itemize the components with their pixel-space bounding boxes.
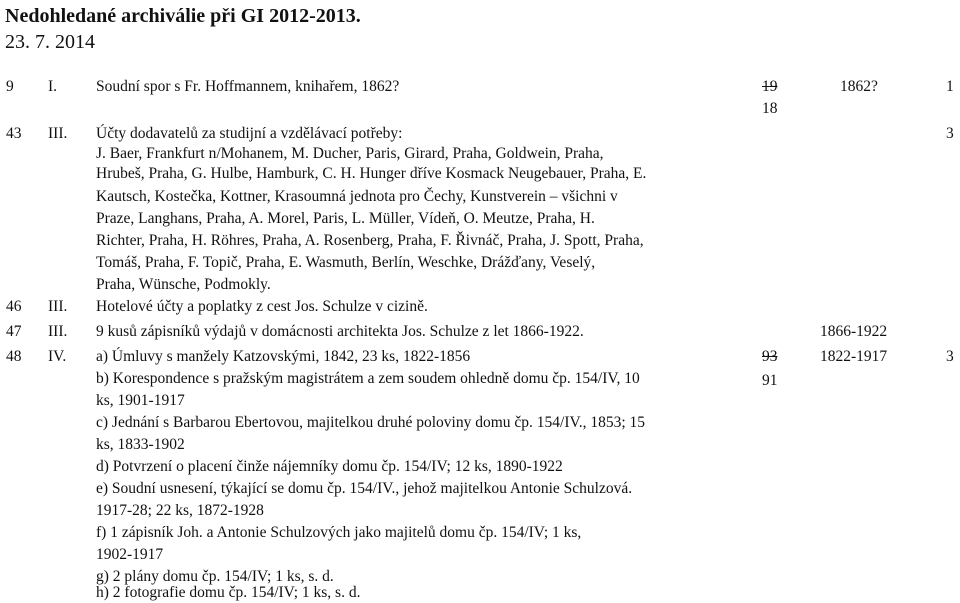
entry-line: Praha, Wünsche, Podmokly. [96,276,271,293]
entry-line: d) Potvrzení o placení činže nájemníky domu čp. 154/IV; 12 ks, 1890-1922 [96,458,563,475]
folio: 18 [762,100,778,117]
entry-line: b) Korespondence s pražským magistrátem a zem soudem ohledně domu čp. 154/IV, 10 [96,370,640,387]
entry-number: 46 [6,298,22,315]
entry-line: ks, 1901-1917 [96,392,185,409]
years: 1862? [840,78,878,95]
entry-line: e) Soudní usnesení, týkající se domu čp. 154/IV., jehož majitelkou Antonie Schulzová. [96,480,633,497]
count: 3 [946,348,954,365]
entry-line: Hrubeš, Praha, G. Hulbe, Hamburk, C. H. Hunger dříve Kosmack Neugebauer, Praha, E. [96,165,647,182]
document-title [5,3,361,55]
date-line: 23. 7. 2014 [5,31,95,53]
entry-line: Tomáš, Praha, F. Topič, Praha, E. Wasmuth, Berlín, Weschke, Drážďany, Veselý, [96,254,596,271]
entry-roman: III. [48,125,68,142]
entry-line: 1902-1917 [96,546,164,563]
folio: 91 [762,372,778,389]
entry-line: Hotelové účty a poplatky z cest Jos. Schulze v cizině. [96,298,428,315]
entry-number: 48 [6,348,22,365]
entry-line: Účty dodavatelů za studijní a vzdělávací potřeby: [96,125,403,142]
entry-line: h) 2 fotografie domu čp. 154/IV; 1 ks, s. d. [96,584,361,601]
entry-line: g) 2 plány domu čp. 154/IV; 1 ks, s. d. [96,568,334,585]
title-line: Nedohledané archiválie při GI 2012-2013. [5,5,361,27]
entry-line: f) 1 zápisník Joh. a Antonie Schulzových jako majitelů domu čp. 154/IV; 1 ks, [96,524,582,541]
entry-number: 43 [6,125,22,142]
entry-roman: III. [48,298,68,315]
entry-number: 47 [6,323,22,340]
entry-line: Soudní spor s Fr. Hoffmannem, knihařem, 1862? [96,78,400,95]
entry-line: 9 kusů zápisníků výdajů v domácnosti architekta Jos. Schulze z let 1866-1922. [96,323,584,340]
folio-struck: 19 [762,78,778,95]
count: 3 [946,125,954,142]
entry-roman: IV. [48,348,67,365]
entry-roman: III. [48,323,68,340]
entry-line: Praze, Langhans, Praha, A. Morel, Paris, L. Müller, Vídeň, O. Meutze, Praha, H. [96,210,595,227]
entry-roman: I. [48,78,58,95]
entry-line: a) Úmluvy s manžely Katzovskými, 1842, 23 ks, 1822-1856 [96,348,471,365]
years: 1866-1922 [820,323,888,340]
entry-line: 1917-28; 22 ks, 1872-1928 [96,502,264,519]
entry-line: ks, 1833-1902 [96,436,185,453]
folio-struck: 93 [762,348,778,365]
entry-line: Richter, Praha, H. Röhres, Praha, A. Rosenberg, Praha, F. Řivnáč, Praha, J. Spott, Praha, [96,232,644,249]
entry-line: J. Baer, Frankfurt n/Mohanem, M. Ducher, Paris, Girard, Praha, Goldwein, Praha, [96,145,604,162]
count: 1 [946,78,954,95]
entry-line: c) Jednání s Barbarou Ebertovou, majitelkou druhé poloviny domu čp. 154/IV., 1853; 15 [96,414,646,431]
years: 1822-1917 [820,348,888,365]
entry-line: Kautsch, Kostečka, Kottner, Krasoumná jednota pro Čechy, Kunstverein – všichni v [96,188,618,205]
entry-number: 9 [6,78,14,95]
